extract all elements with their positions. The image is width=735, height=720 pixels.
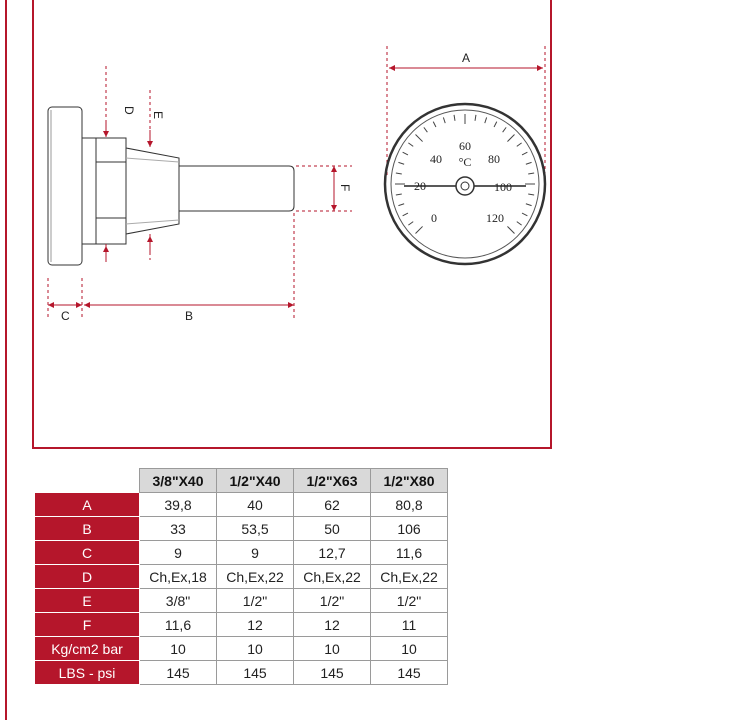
dial-label-80: 80 xyxy=(488,152,500,166)
dial-tick xyxy=(443,117,445,123)
table-cell: 145 xyxy=(294,661,371,685)
table-cell: 10 xyxy=(294,637,371,661)
dial-tick xyxy=(528,173,534,174)
row-label: B xyxy=(35,517,140,541)
table-cell: 12 xyxy=(294,613,371,637)
table-body xyxy=(35,493,448,685)
dial-tick xyxy=(398,204,404,206)
table-row xyxy=(35,637,448,661)
dial-tick xyxy=(416,135,423,142)
table-cell: 145 xyxy=(140,661,217,685)
table-cell: 12 xyxy=(217,613,294,637)
table-row xyxy=(35,541,448,565)
dial-tick xyxy=(526,204,532,206)
specification-table xyxy=(34,468,448,685)
row-label: C xyxy=(35,541,140,565)
table-cell: Ch,Ex,22 xyxy=(217,565,294,589)
table-cell: 10 xyxy=(140,637,217,661)
dial-label-100: 100 xyxy=(494,180,512,194)
dial-tick xyxy=(403,152,408,155)
dial-tick xyxy=(408,222,413,226)
dial-tick xyxy=(526,162,532,164)
dial-label-20: 20 xyxy=(414,179,426,193)
technical-drawing xyxy=(34,0,554,449)
table-row xyxy=(35,565,448,589)
dial-tick-marks xyxy=(395,114,535,233)
table-cell: 1/2" xyxy=(371,589,448,613)
table-corner xyxy=(35,469,140,493)
row-label: D xyxy=(35,565,140,589)
table-cell: 1/2" xyxy=(217,589,294,613)
dial-tick xyxy=(485,117,487,123)
dial-tick xyxy=(454,115,455,121)
row-label: LBS - psi xyxy=(35,661,140,685)
table-cell: 11 xyxy=(371,613,448,637)
table-cell: 53,5 xyxy=(217,517,294,541)
dial-tick xyxy=(494,122,497,127)
table-cell: 12,7 xyxy=(294,541,371,565)
dial-tick xyxy=(507,226,514,233)
table-cell: 80,8 xyxy=(371,493,448,517)
table-cell: Ch,Ex,18 xyxy=(140,565,217,589)
table-cell: 1/2" xyxy=(294,589,371,613)
dial-label-60: 60 xyxy=(459,139,471,153)
table-cell: 11,6 xyxy=(140,613,217,637)
stem xyxy=(179,166,294,211)
table-cell: 62 xyxy=(294,493,371,517)
dial-housing-side xyxy=(48,107,82,265)
dial-tick xyxy=(503,127,507,132)
row-label: Kg/cm2 bar xyxy=(35,637,140,661)
table-cell: 106 xyxy=(371,517,448,541)
dial-label-0: 0 xyxy=(431,211,437,225)
dial-tick xyxy=(416,226,423,233)
dial-tick xyxy=(398,162,404,164)
table-cell: 3/8" xyxy=(140,589,217,613)
dial-tick xyxy=(522,213,527,216)
row-label: F xyxy=(35,613,140,637)
left-margin-rule xyxy=(5,0,7,720)
dial-tick xyxy=(433,122,436,127)
hex-nut xyxy=(96,138,126,244)
dial-tick xyxy=(424,127,428,132)
column-header: 1/2"X63 xyxy=(294,469,371,493)
dial-front-view xyxy=(385,104,545,264)
table-row xyxy=(35,589,448,613)
table-cell: 39,8 xyxy=(140,493,217,517)
table-cell: 9 xyxy=(217,541,294,565)
row-label: A xyxy=(35,493,140,517)
drawing-frame xyxy=(32,0,552,449)
dimension-label-c: C xyxy=(61,309,70,323)
dial-unit: °C xyxy=(458,155,472,169)
table-cell: 145 xyxy=(371,661,448,685)
table-cell: Ch,Ex,22 xyxy=(294,565,371,589)
table-cell: 40 xyxy=(217,493,294,517)
table-cell: 9 xyxy=(140,541,217,565)
table-header-row xyxy=(35,469,448,493)
column-header: 3/8"X40 xyxy=(140,469,217,493)
dial-tick xyxy=(517,222,522,226)
side-view xyxy=(48,107,294,265)
table-cell: Ch,Ex,22 xyxy=(371,565,448,589)
dial-tick xyxy=(528,194,534,195)
dimension-label-e: E xyxy=(151,111,165,120)
dial-tick xyxy=(396,173,402,174)
dial-label-120: 120 xyxy=(486,211,504,225)
table-cell: 10 xyxy=(217,637,294,661)
dial-tick xyxy=(517,143,522,147)
dial-tick xyxy=(396,194,402,195)
table-row xyxy=(35,661,448,685)
dial-tick xyxy=(403,213,408,216)
table-row xyxy=(35,517,448,541)
table-row xyxy=(35,493,448,517)
table-cell: 145 xyxy=(217,661,294,685)
dimension-label-b: B xyxy=(185,309,194,323)
table-row xyxy=(35,613,448,637)
column-header: 1/2"X40 xyxy=(217,469,294,493)
row-label: E xyxy=(35,589,140,613)
table-cell: 50 xyxy=(294,517,371,541)
nut-body xyxy=(82,138,96,244)
dial-tick xyxy=(408,143,413,147)
dial-tick xyxy=(522,152,527,155)
dial-label-40: 40 xyxy=(430,152,442,166)
table-cell: 11,6 xyxy=(371,541,448,565)
column-header: 1/2"X80 xyxy=(371,469,448,493)
dial-tick xyxy=(475,115,476,121)
dimension-label-f: F xyxy=(338,184,352,192)
dimension-label-d: D xyxy=(122,106,136,115)
table-cell: 10 xyxy=(371,637,448,661)
dial-tick xyxy=(507,135,514,142)
dimension-label-a: A xyxy=(462,51,471,65)
table-cell: 33 xyxy=(140,517,217,541)
dial-hub xyxy=(456,177,474,195)
